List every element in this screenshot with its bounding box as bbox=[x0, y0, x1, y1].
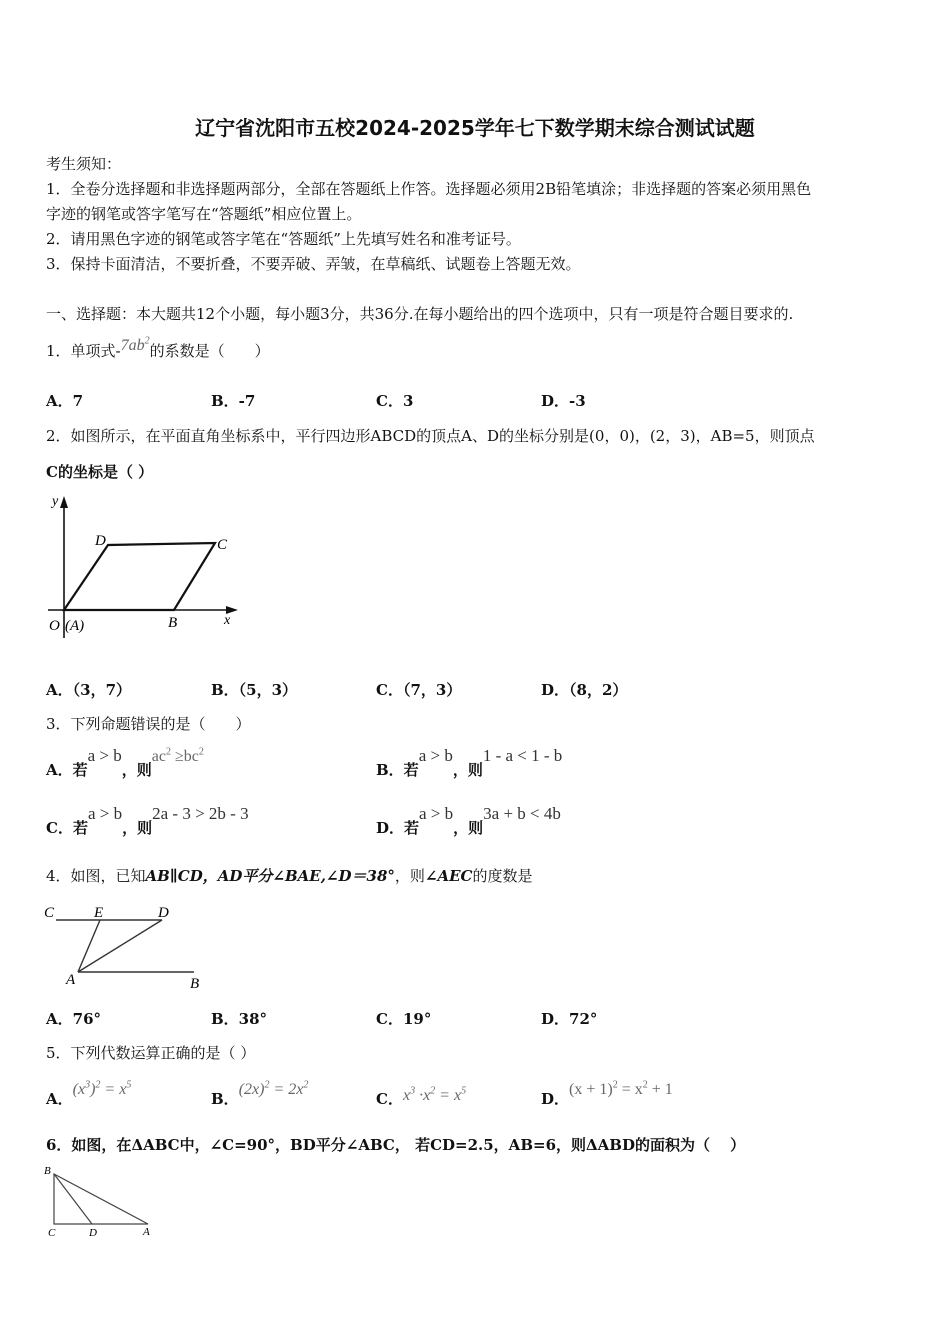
q5-c-lhs: x bbox=[402, 1087, 411, 1104]
q3-c-then: ，则 bbox=[122, 819, 153, 837]
q4-option-c[interactable]: C．19° bbox=[376, 1010, 432, 1028]
label-b: B bbox=[168, 615, 178, 631]
q5-d-eq: = x bbox=[617, 1081, 643, 1098]
q3-d-cond: a > b bbox=[419, 804, 454, 823]
q5-d-tail: + 1 bbox=[647, 1081, 673, 1098]
q5-option-b[interactable] bbox=[211, 1078, 309, 1108]
q3-b-cond: a > b bbox=[418, 746, 453, 765]
q5-c-e3: 5 bbox=[461, 1085, 467, 1097]
label-c: C bbox=[217, 537, 228, 553]
q5-option-c[interactable] bbox=[376, 1078, 467, 1108]
q3-d-result: 3a + b < 4b bbox=[483, 804, 561, 823]
q5-c-dot: ·x bbox=[415, 1087, 431, 1104]
q5-d-lhs: (x + 1) bbox=[569, 1081, 613, 1098]
q4-ask: ∠AEC bbox=[424, 867, 473, 885]
notice-item-2: 2．请用黑色字迹的钢笔或答字笔在“答题纸”上先填写姓名和准考证号。 bbox=[46, 230, 521, 248]
segment-bd bbox=[54, 1174, 92, 1224]
q5-c-e1: 3 bbox=[410, 1085, 416, 1097]
q3-b-label: B．若 bbox=[376, 761, 419, 779]
label-x: x bbox=[224, 613, 231, 628]
q5-c-eq: = x bbox=[435, 1087, 462, 1104]
q2-figure bbox=[40, 490, 250, 645]
q5-a-rp: ) bbox=[90, 1081, 96, 1098]
q4-post: 的度数是 bbox=[472, 867, 533, 885]
question-2: 2．如图所示，在平面直角坐标系中，平行四边形ABCD的顶点A、D的坐标分别是(0，0)，(2，3)，AB=5，则顶点 bbox=[46, 427, 815, 445]
question-6: 6．如图，在ΔABC中，∠C=90°，BD平分∠ABC， 若CD=2.5，AB=6，则ΔABD的面积为（ ） bbox=[46, 1136, 746, 1154]
q2-option-d[interactable]: D．（8，2） bbox=[541, 681, 628, 699]
q1-post: 的系数是（ ） bbox=[149, 342, 270, 360]
label-a: A bbox=[66, 972, 76, 988]
q5-a-e1: 3 bbox=[85, 1079, 91, 1091]
q5-b-e2: 2 bbox=[303, 1079, 309, 1091]
question-1 bbox=[46, 335, 270, 361]
label-o: O bbox=[49, 618, 60, 634]
q1-option-c[interactable]: C．3 bbox=[376, 392, 414, 410]
q3-a-then: ，则 bbox=[121, 761, 152, 779]
q3-c-label: C．若 bbox=[46, 819, 88, 837]
q4-pre: 4．如图，已知 bbox=[46, 867, 146, 885]
q1-option-a[interactable]: A．7 bbox=[46, 392, 84, 410]
q5-b-e1: 2 bbox=[264, 1079, 270, 1091]
q4-mid: ，则 bbox=[394, 867, 425, 885]
q5-b-lhs: (2x) bbox=[238, 1081, 265, 1098]
notice-heading: 考生须知： bbox=[46, 155, 122, 173]
q1-option-d[interactable]: D．-3 bbox=[541, 392, 586, 410]
q5-c-expr bbox=[403, 1087, 466, 1104]
q1-pre: 1．单项式- bbox=[46, 342, 121, 360]
q5-d-e2: 2 bbox=[642, 1079, 648, 1091]
q5-d-expr bbox=[569, 1081, 673, 1098]
label-y: y bbox=[52, 494, 59, 509]
q3-c-result: 2a - 3 > 2b - 3 bbox=[152, 804, 249, 823]
q5-a-lhs: (x bbox=[72, 1081, 86, 1098]
q3-b-result: 1 - a < 1 - b bbox=[482, 746, 563, 765]
q5-b-label: B． bbox=[211, 1090, 239, 1108]
question-3: 3．下列命题错误的是（ ） bbox=[46, 715, 251, 733]
label-c: C bbox=[48, 1227, 56, 1239]
q3-a-res-op: ≥bc bbox=[171, 748, 199, 765]
q3-c-cond: a > b bbox=[87, 804, 123, 823]
q5-a-e3: 5 bbox=[126, 1079, 132, 1091]
parallelogram-abcd bbox=[64, 543, 215, 610]
q3-a-cond: a > b bbox=[87, 746, 122, 765]
notice-item-1: 1．全卷分选择题和非选择题两部分，全部在答题纸上作答。选择题必须用2B铅笔填涂；非选择题的答案必须用黑色 bbox=[46, 180, 812, 198]
q5-b-eq: = 2x bbox=[269, 1081, 304, 1098]
triangle-abc bbox=[54, 1174, 148, 1224]
q3-a-res-a: ac bbox=[151, 748, 166, 765]
q5-d-e1: 2 bbox=[612, 1079, 618, 1091]
q5-c-label: C． bbox=[376, 1090, 403, 1108]
q3-option-c[interactable] bbox=[46, 803, 249, 837]
q3-a-sq2: 2 bbox=[198, 746, 204, 758]
q3-b-then: ，则 bbox=[452, 761, 483, 779]
section-header: 一、选择题：本大题共12个小题，每小题3分，共36分.在每小题给出的四个选项中，只有一项是符合题目要求的. bbox=[46, 305, 794, 323]
label-b: B bbox=[190, 976, 200, 992]
q3-a-sq1: 2 bbox=[166, 746, 171, 758]
q4-option-d[interactable]: D．72° bbox=[541, 1010, 598, 1028]
label-b: B bbox=[44, 1165, 51, 1177]
q3-option-a[interactable] bbox=[46, 745, 204, 779]
q3-a-label: A．若 bbox=[46, 761, 88, 779]
q5-d-label: D． bbox=[541, 1090, 570, 1108]
label-d: D bbox=[158, 905, 169, 921]
label-e: E bbox=[94, 905, 104, 921]
q1-expression bbox=[121, 337, 150, 354]
q5-c-e2: 2 bbox=[430, 1085, 436, 1097]
question-4 bbox=[46, 865, 533, 886]
q5-a-label: A． bbox=[46, 1090, 73, 1108]
q5-a-eq: = x bbox=[100, 1081, 127, 1098]
q5-a-expr bbox=[73, 1081, 132, 1098]
label-c: C bbox=[44, 905, 55, 921]
q1-expr-exp: 2 bbox=[144, 335, 150, 347]
segment-ad bbox=[78, 920, 162, 972]
q4-cond: AB∥CD，AD平分∠BAE,∠D＝38° bbox=[145, 867, 395, 885]
q5-option-a[interactable] bbox=[46, 1078, 132, 1108]
notice-item-1-cont: 字迹的钢笔或答字笔写在“答题纸”相应位置上。 bbox=[46, 205, 362, 223]
q5-b-expr bbox=[239, 1081, 309, 1098]
question-5: 5．下列代数运算正确的是（ ） bbox=[46, 1044, 256, 1062]
q3-option-b[interactable] bbox=[376, 745, 563, 779]
q1-expr-base: 7ab bbox=[120, 337, 145, 354]
question-2-cont: C的坐标是（ ） bbox=[46, 463, 154, 481]
notice-item-3: 3．保持卡面清洁，不要折叠，不要弄破、弄皱，在草稿纸、试题卷上答题无效。 bbox=[46, 255, 581, 273]
q5-option-d[interactable] bbox=[541, 1078, 673, 1108]
q3-d-label: D．若 bbox=[376, 819, 420, 837]
q4-figure bbox=[40, 900, 210, 995]
q5-a-e2: 2 bbox=[95, 1079, 101, 1091]
label-a: (A) bbox=[65, 618, 85, 634]
q1-option-b[interactable]: B．-7 bbox=[211, 392, 256, 410]
q3-option-d[interactable] bbox=[376, 803, 561, 837]
label-d: D bbox=[95, 533, 106, 549]
q4-option-b[interactable]: B．38° bbox=[211, 1010, 268, 1028]
y-axis-arrow bbox=[60, 496, 68, 508]
page-title: 辽宁省沈阳市五校2024-2025学年七下数学期末综合测试试题 bbox=[195, 116, 755, 140]
q3-a-result bbox=[152, 748, 204, 765]
q4-option-a[interactable]: A．76° bbox=[46, 1010, 102, 1028]
q2-option-a[interactable]: A．（3，7） bbox=[46, 681, 132, 699]
q6-figure bbox=[40, 1160, 165, 1242]
label-d: D bbox=[89, 1227, 97, 1239]
label-a: A bbox=[143, 1226, 150, 1238]
q3-d-then: ，则 bbox=[453, 819, 484, 837]
q2-option-b[interactable]: B．（5，3） bbox=[211, 681, 298, 699]
segment-ae bbox=[78, 920, 100, 972]
q2-option-c[interactable]: C．（7，3） bbox=[376, 681, 462, 699]
